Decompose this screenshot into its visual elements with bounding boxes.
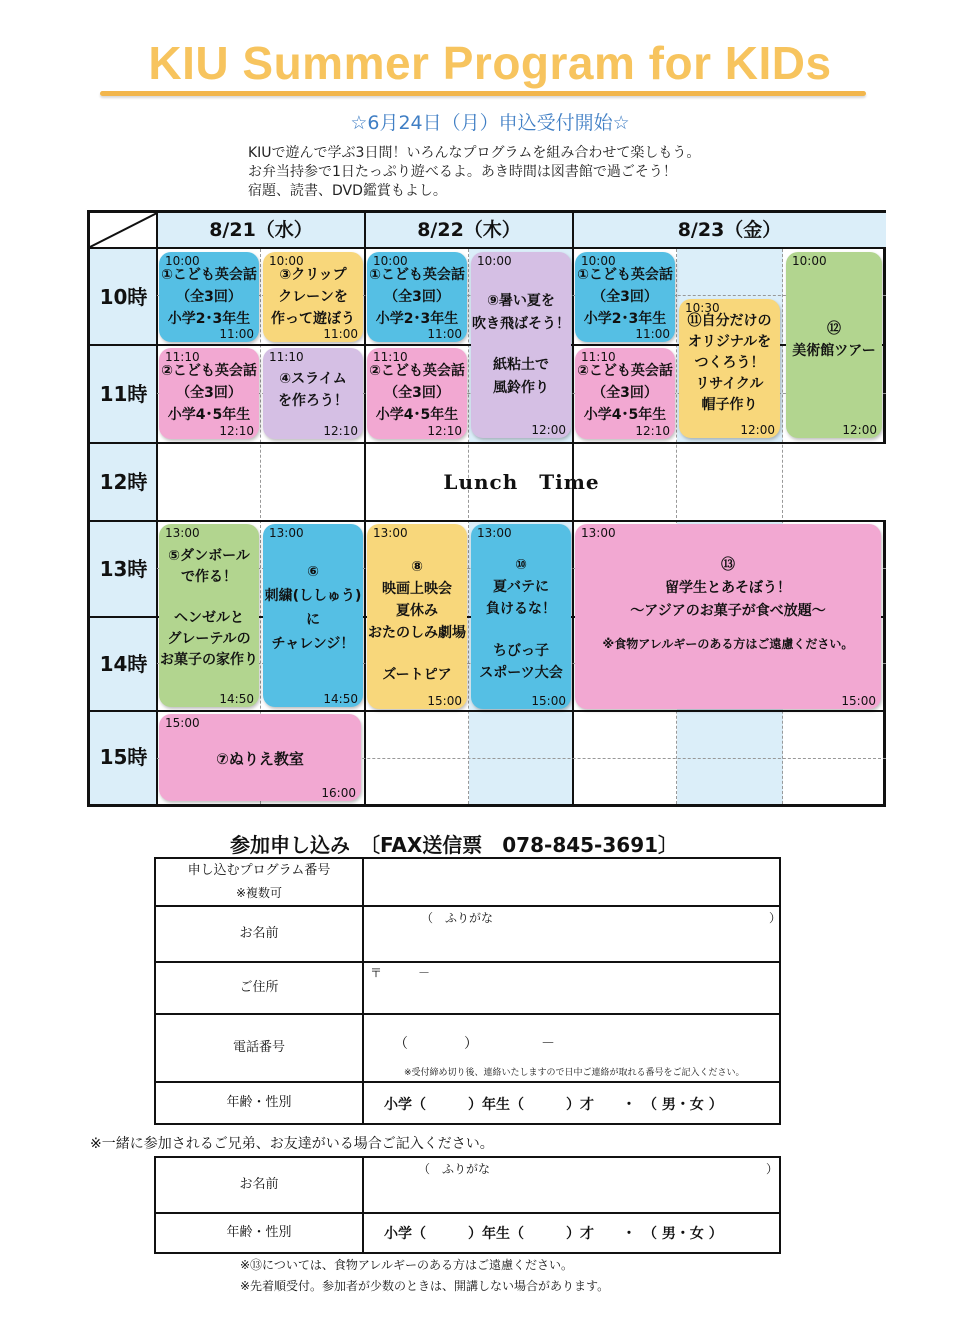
- start-time: 10:00: [581, 254, 616, 268]
- program-line: 小学4･5年生: [583, 407, 667, 423]
- phone-note: ※受付締め切り後、連絡いたしますので日中ご連絡が取れる番号をご記入ください。: [404, 1068, 745, 1078]
- postal-code-hint: 〒 －: [370, 966, 431, 980]
- start-time: 10:00: [477, 254, 512, 268]
- companion-name-label: お名前: [239, 1177, 279, 1192]
- program-card-9[interactable]: [471, 252, 571, 438]
- program-line: を作ろう！: [278, 393, 348, 409]
- program-line: ⑥: [307, 564, 319, 580]
- form-row-age: [156, 1083, 779, 1123]
- program-line: ⑬: [721, 557, 735, 573]
- grid-line: [468, 249, 469, 804]
- end-time: 11:00: [635, 327, 670, 341]
- program-line: ⑨暑い夏を: [487, 293, 555, 309]
- program-number-label: 申し込むプログラム番号: [187, 863, 331, 878]
- furigana-hint: （ ふりがな ）: [421, 911, 782, 925]
- address-label-cell: [156, 963, 364, 1013]
- program-card-2-0821[interactable]: [159, 348, 259, 439]
- age-gender-input[interactable]: [366, 1083, 779, 1123]
- program-line: 吹き飛ばそう！: [472, 316, 570, 332]
- start-time: 13:00: [477, 526, 512, 540]
- program-line: ⑧: [411, 559, 423, 575]
- program-card-2-0823[interactable]: [575, 348, 675, 439]
- program-line: ③クリップ: [279, 267, 347, 283]
- day-header-0821: 8/21（水）: [157, 213, 365, 249]
- page-title: KIU Summer Program for KIDs: [148, 37, 832, 89]
- hour-12: 12時: [90, 443, 157, 521]
- lunch-time-label: Lunch Time: [443, 470, 600, 494]
- end-time: 14:50: [219, 692, 254, 706]
- end-time: 12:10: [219, 424, 254, 438]
- companion-row-age: [156, 1214, 779, 1252]
- program-card-1-0821[interactable]: [159, 252, 259, 342]
- hour-11: 11時: [90, 345, 157, 443]
- program-line: （全3回）: [592, 289, 658, 305]
- program-line: ②こども英会話: [369, 363, 465, 379]
- program-card-11[interactable]: [679, 299, 780, 438]
- program-line: （全3回）: [384, 385, 450, 401]
- program-line: ちびっ子: [493, 643, 549, 659]
- program-label-cell: [156, 859, 364, 905]
- program-line: スポーツ大会: [479, 665, 563, 681]
- program-line: ⑩: [515, 557, 527, 573]
- program-card-4[interactable]: [263, 348, 363, 439]
- start-time: 10:00: [792, 254, 827, 268]
- day-header-0823: 8/23（金）: [573, 213, 886, 249]
- end-time: 15:00: [841, 694, 876, 708]
- program-card-3[interactable]: [263, 252, 363, 342]
- end-time: 14:50: [323, 692, 358, 706]
- program-line: 小学2･3年生: [167, 311, 251, 327]
- phone-label: 電話番号: [232, 1040, 285, 1055]
- program-line: クレーンを: [278, 289, 348, 305]
- phone-label-cell: [156, 1015, 364, 1081]
- program-line: 夏休み: [396, 603, 438, 619]
- start-time: 10:00: [165, 254, 200, 268]
- schedule-grid: [87, 210, 886, 807]
- end-time: 12:10: [427, 424, 462, 438]
- start-time: 10:30: [685, 301, 720, 315]
- program-line: 夏バテに: [493, 579, 549, 595]
- program-line: 負けるな！: [486, 601, 556, 617]
- start-time: 13:00: [269, 526, 304, 540]
- footnote-first-come: ※先着順受付。参加者が少数のときは、開講しない場合があります。: [240, 1279, 610, 1293]
- program-line: ズートピア: [382, 667, 452, 683]
- program-number-input[interactable]: [366, 859, 779, 905]
- age-format-hint: 小学（ ）年生（ ）才 ・ （ 男・女 ）: [384, 1097, 723, 1113]
- program-line: 紙粘土で: [493, 357, 549, 373]
- start-time: 13:00: [165, 526, 200, 540]
- start-time: 13:00: [581, 526, 616, 540]
- title-underline: [100, 91, 866, 96]
- program-line: ②こども英会話: [577, 363, 673, 379]
- end-time: 15:00: [531, 694, 566, 708]
- program-line: ①こども英会話: [369, 267, 465, 283]
- program-line: ⑫: [827, 321, 841, 337]
- hour-14: 14時: [90, 617, 157, 711]
- program-line: ～アジアのお菓子が食べ放題～: [630, 603, 826, 619]
- program-line: ⑦ぬりえ教室: [216, 750, 304, 768]
- name-input[interactable]: [366, 907, 782, 961]
- footnote-allergy: ※⑬については、食物アレルギーのある方はご遠慮ください。: [240, 1258, 574, 1272]
- form-row-name: [156, 907, 782, 963]
- corner-cell: [90, 213, 157, 249]
- end-time: 12:00: [740, 423, 775, 437]
- program-line: 小学2･3年生: [583, 311, 667, 327]
- intro-line: お弁当持参で1日たっぷり遊べるよ。あき時間は図書館で過ごそう！: [248, 164, 677, 180]
- intro-line: KIUで遊んで学ぶ3日間！いろんなプログラムを組み合わせて楽しもう。: [248, 145, 701, 161]
- program-line: ※食物アレルギーのある方はご遠慮ください。: [602, 637, 854, 651]
- companion-row-name: [156, 1158, 779, 1214]
- program-card-6[interactable]: [263, 524, 363, 707]
- companion-name-label-cell: [156, 1158, 364, 1212]
- companion-age-label-cell: [156, 1214, 364, 1252]
- program-line: に: [306, 612, 320, 628]
- program-line: （全3回）: [384, 289, 450, 305]
- companion-furigana-hint: （ ふりがな ）: [418, 1162, 779, 1176]
- companion-note: ※一緒に参加されるご兄弟、お友達がいる場合ご記入ください。: [90, 1136, 494, 1152]
- phone-format-hint: （ ） －: [394, 1036, 555, 1052]
- end-time: 16:00: [321, 786, 356, 800]
- day-header-0822: 8/22（木）: [365, 213, 573, 249]
- program-line: 帽子作り: [701, 397, 758, 413]
- program-line: 刺繍(ししゅう): [264, 588, 362, 604]
- diagonal-line: [90, 213, 157, 247]
- program-line: グレーテルの: [167, 631, 251, 647]
- program-line: 美術館ツアー: [792, 343, 876, 359]
- name-label: お名前: [239, 926, 279, 941]
- form-row-address: [156, 963, 779, 1015]
- program-line: ヘンゼルと: [174, 610, 244, 626]
- program-line: （全3回）: [592, 385, 658, 401]
- program-card-5[interactable]: [159, 524, 259, 707]
- program-line: ④スライム: [279, 371, 347, 387]
- program-line: チャレンジ！: [271, 636, 355, 652]
- program-line: で作る！: [181, 569, 237, 585]
- end-time: 11:00: [219, 327, 254, 341]
- program-line: 映画上映会: [382, 581, 452, 597]
- program-line: [575, 623, 881, 633]
- program-card-1-0823[interactable]: [575, 252, 675, 342]
- program-line: 作って遊ぼう: [271, 311, 355, 327]
- program-line: [367, 644, 467, 664]
- program-line: [471, 336, 571, 354]
- companion-form: [154, 1156, 781, 1254]
- program-line: [471, 620, 571, 640]
- age-label-cell: [156, 1083, 364, 1123]
- program-line: お菓子の家作り: [160, 652, 258, 668]
- name-label-cell: [156, 907, 364, 961]
- address-label: ご住所: [239, 980, 279, 995]
- program-card-2-0822[interactable]: [367, 348, 467, 439]
- start-time: 13:00: [373, 526, 408, 540]
- program-card-10[interactable]: [471, 524, 571, 709]
- end-time: 12:00: [531, 423, 566, 437]
- end-time: 12:10: [323, 424, 358, 438]
- age-gender-label: 年齢・性別: [226, 1095, 292, 1110]
- program-line: 風鈴作り: [493, 380, 549, 396]
- program-line: ⑪自分だけの: [687, 313, 772, 329]
- intro-text: [248, 144, 700, 201]
- end-time: 11:00: [323, 327, 358, 341]
- start-time: 11:10: [269, 350, 304, 364]
- application-start-date: ☆6月24日（月）申込受付開始☆: [350, 112, 630, 134]
- hour-10: 10時: [90, 249, 157, 345]
- application-form: [154, 857, 781, 1125]
- program-line: 留学生とあそぼう！: [665, 580, 791, 596]
- start-time: 11:10: [165, 350, 200, 364]
- program-line: ②こども英会話: [161, 363, 257, 379]
- program-line: つくろう！: [694, 355, 765, 371]
- program-number-note: ※複数可: [235, 886, 283, 900]
- program-card-12[interactable]: [786, 252, 882, 438]
- program-line: 小学4･5年生: [167, 407, 251, 423]
- program-line: リサイクル: [695, 376, 764, 392]
- program-line: ①こども英会話: [161, 267, 257, 283]
- start-time: 10:00: [373, 254, 408, 268]
- companion-age-input[interactable]: [366, 1214, 779, 1252]
- grid-line: [90, 710, 886, 712]
- end-time: 12:00: [842, 423, 877, 437]
- form-row-program: [156, 859, 779, 907]
- start-time: 15:00: [165, 716, 200, 730]
- companion-name-input[interactable]: [366, 1158, 779, 1212]
- start-time: 10:00: [269, 254, 304, 268]
- program-line: （全3回）: [176, 385, 242, 401]
- end-time: 12:10: [635, 424, 670, 438]
- companion-age-format-hint: 小学（ ）年生（ ）才 ・ （ 男・女 ）: [384, 1226, 723, 1242]
- program-line: ①こども英会話: [577, 267, 673, 283]
- program-line: （全3回）: [176, 289, 242, 305]
- companion-age-label: 年齢・性別: [226, 1225, 292, 1240]
- program-card-1-0822[interactable]: [367, 252, 467, 342]
- end-time: 15:00: [427, 694, 462, 708]
- phone-input[interactable]: [366, 1015, 779, 1081]
- start-time: 11:10: [581, 350, 616, 364]
- program-line: 小学4･5年生: [375, 407, 459, 423]
- program-line: 小学2･3年生: [375, 311, 459, 327]
- program-line: おたのしみ劇場: [368, 625, 466, 641]
- form-heading: 参加申し込み 〔FAX送信票 078-845-3691〕: [230, 833, 679, 857]
- program-card-13[interactable]: [575, 524, 881, 709]
- end-time: 11:00: [427, 327, 462, 341]
- program-line: オリジナルを: [687, 334, 772, 350]
- program-card-7[interactable]: [159, 714, 361, 801]
- intro-line: 宿題、読書、DVD鑑賞もよし。: [248, 183, 447, 199]
- form-row-phone: [156, 1015, 779, 1083]
- hour-13: 13時: [90, 521, 157, 617]
- hour-15: 15時: [90, 711, 157, 804]
- address-input[interactable]: [366, 963, 779, 1013]
- start-time: 11:10: [373, 350, 408, 364]
- program-card-8[interactable]: [367, 524, 467, 709]
- program-line: [159, 588, 259, 608]
- program-line: ⑤ダンボール: [168, 548, 250, 564]
